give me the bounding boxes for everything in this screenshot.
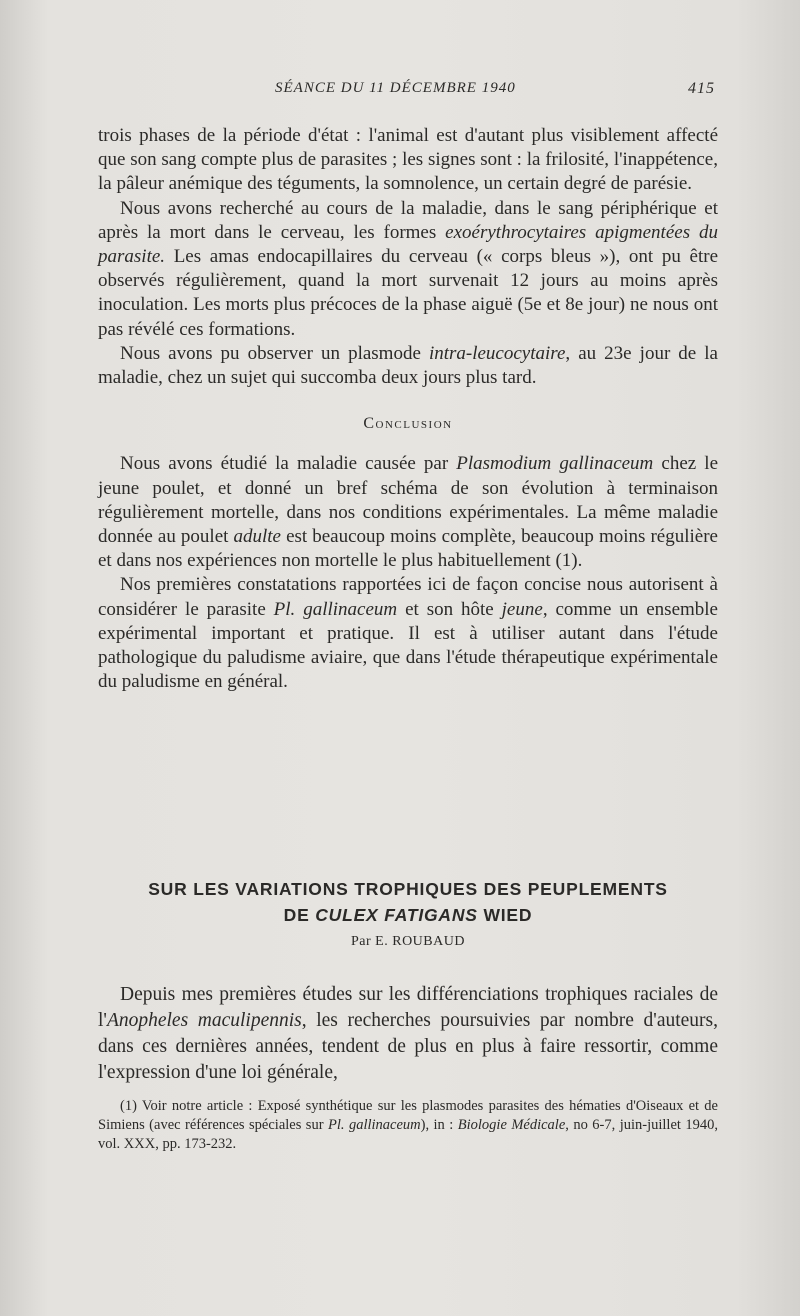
italic-term: adulte: [233, 526, 281, 548]
italic-term: intra-leucocytaire: [428, 342, 566, 364]
italic-term: Pl. gallinaceum: [327, 1117, 421, 1133]
running-head-title: SÉANCE DU 11 DÉCEMBRE 1940: [275, 80, 516, 96]
article-title: [98, 876, 718, 928]
footnote: [98, 1097, 718, 1154]
paragraph-3: Nous avons pu observer un plasmode intra-leucocytaire, au 23e jour de la maladie, chez un sujet qui succomba deux jours plus tard.: [98, 342, 718, 389]
paragraph-1: trois phases de la période d'état : l'animal est d'autant plus visiblement affecté que son sang compte plus de parasites ; les signes sont : la frilosité, l'inappétence, la pâleur anémique des téguments, la somnolence, un certain degré de parésie.: [98, 125, 718, 195]
article-title-line-2: DE CULEX FATIGANS WIED: [283, 905, 533, 925]
species-name: Anopheles maculipennis: [106, 1010, 302, 1031]
italic-term: exoérythrocytaires apigmentées du parasite.: [98, 221, 718, 268]
intro-paragraph: Depuis mes premières études sur les différenciations trophiques raciales de l'Anopheles maculipennis, les recherches poursuivies par nombre d'auteurs, dans ces dernières années, tendent de plus en plus à faire ressortir, comme l'expression d'une loi générale,: [98, 984, 718, 1083]
article-intro: [98, 982, 718, 1086]
author-byline: Par E. ROUBAUD: [351, 934, 465, 949]
article-title-line-1: SUR LES VARIATIONS TROPHIQUES DES PEUPLEMENTS: [148, 879, 668, 899]
conclusion-paragraph-1: Nous avons étudié la maladie causée par Plasmodium gallinaceum chez le jeune poulet, et donné un bref schéma de son évolution à terminaison régulièrement mortelle, dans nos conditions expérimentales. La même maladie donnée au poulet adulte est beaucoup moins complète, beaucoup moins régulière et dans nos expériences non mortelle le plus habituellement (1).: [98, 453, 718, 572]
conclusion-heading: Conclusion: [363, 415, 453, 433]
italic-term: jeune: [501, 598, 543, 620]
paragraph-2: Nous avons recherché au cours de la maladie, dans le sang périphérique et après la mort dans le cerveau, les formes exoérythrocytaires apigmentées du parasite. Les amas endocapillaires du cerveau (« corps bleus »), ont pu être observés régulièrement, quand la mort survenait 12 jours au moins après inoculation. Les morts plus précoces de la phase aiguë (5e et 8e jour) ne nous ont pas révélé ces formations.: [98, 197, 718, 340]
italic-term: Plasmodium gallinaceum: [456, 453, 654, 475]
footnote-1: (1) Voir notre article : Exposé synthétique sur les plasmodes parasites des hématies d'Oiseaux et de Simiens (avec références spéciales sur Pl. gallinaceum), in : Biologie Médicale, no 6-7, juin-juillet 1940, vol. XXX, pp. 173-232.: [98, 1098, 718, 1152]
conclusion-paragraph-2: Nos premières constatations rapportées ici de façon concise nous autorisent à considérer le parasite Pl. gallinaceum et son hôte jeune, comme un ensemble expérimental important et pratique. Il est à utiliser autant dans l'étude pathologique du paludisme aviaire, que dans l'étude thérapeutique expérimentale du paludisme en général.: [98, 574, 718, 693]
species-name: CULEX FATIGANS: [315, 905, 478, 925]
main-text: [98, 124, 718, 694]
italic-term: Pl. gallinaceum: [273, 598, 398, 620]
page-number: 415: [688, 80, 715, 97]
journal-name: Biologie Médicale: [457, 1117, 566, 1133]
